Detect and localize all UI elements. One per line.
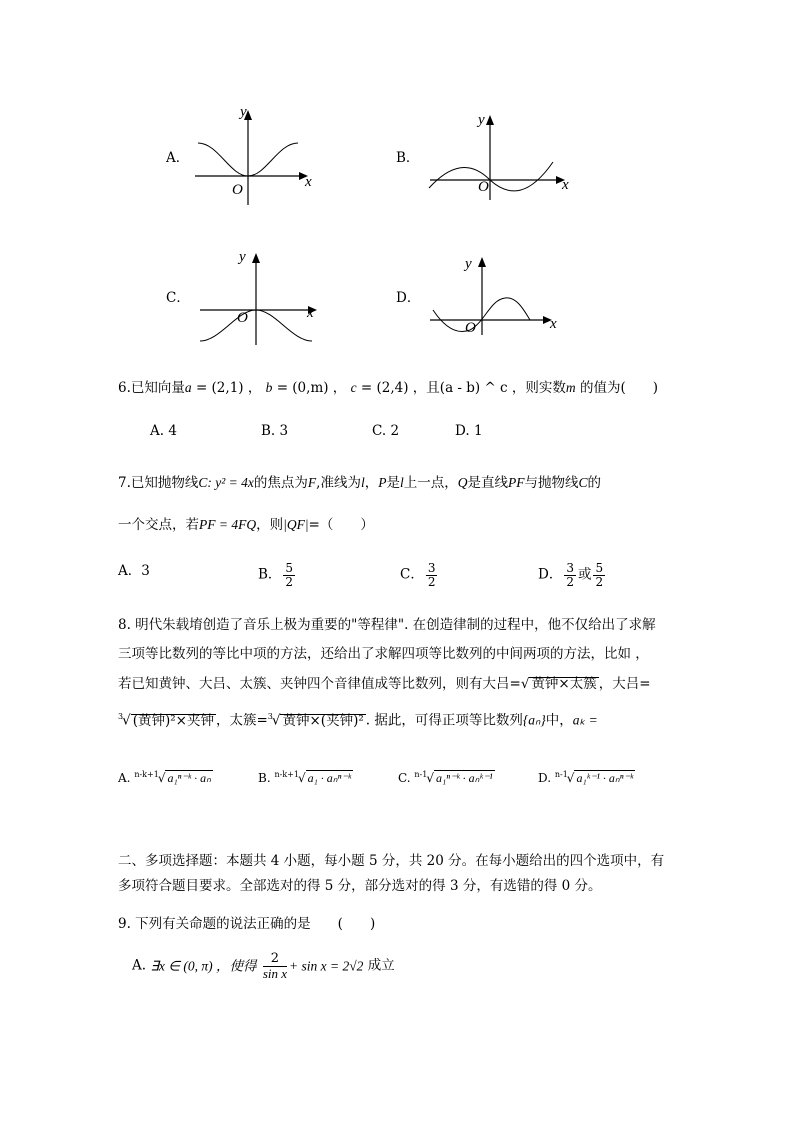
graph-c-x-label: x [307,305,314,321]
graph-d-x-label: x [550,316,557,332]
question-6-option-b[interactable]: B. 3 [261,423,289,439]
section-2-heading-line-2: 多项符合题目要求。全部选对的得 5 分，部分选对的得 3 分，有选错的得 0 分。 [118,878,602,894]
graph-c [195,245,325,350]
question-7-line-1: 7.已知抛物线C: y² = 4x的焦点为F,准线为l，P是l上一点，Q是直线PF与抛物线C的 [118,475,602,491]
question-8-line-4: $^3$√ (黄钟)²×夹钟 ，太簇=$^3$√ 黄钟×(夹钟)² . 据此，可得正项等比数列{aₙ}中，aₖ = [118,712,598,729]
question-9-option-a[interactable]: A. ∃x ∈ (0, π) ，使得 $\frac{2}{\text{sin x}}$ + sin x = 2√2 成立 [132,951,395,981]
question-8-line-1: 8. 明代朱载堉创造了音乐上极为重要的"等程律". 在创造律制的过程中，他不仅给出了求解 [118,617,656,633]
question-8-option-a[interactable]: A. $^{n-k+1}$√ a₁ⁿ⁻ᵏ · aₙ [118,770,211,785]
graph-b-y-label: y [478,112,485,128]
graph-a-y-label: y [240,104,247,120]
graph-c-y-label: y [239,249,246,265]
graph-b-x-label: x [562,177,569,193]
question-7-line-2: 一个交点，若PF = 4FQ，则|QF|=（ ） [118,517,374,533]
question-6-option-d[interactable]: D. 1 [455,423,483,439]
question-9-stem: 9. 下列有关命题的说法正确的是 ( ) [118,916,376,932]
question-6-option-c[interactable]: C. 2 [372,423,400,439]
question-7-option-a[interactable]: A．3 [118,563,150,579]
graph-d-y-label: y [465,256,472,272]
question-8-line-2: 三项等比数列的等比中项的方法，还给出了求解四项等比数列的中间两项的方法，比如 ， [118,646,649,662]
graph-a-x-label: x [305,174,312,190]
section-2-heading-line-1: 二、多项选择题：本题共 4 小题，每小题 5 分，共 20 分。在每小题给出的四个选项中，有 [118,853,665,869]
graph-d-label[interactable]: D． [396,290,421,306]
question-8-line-3: 若已知黄钟、大吕、太簇、夹钟四个音律值成等比数列，则有大吕=√ 黄钟×太簇 ，大吕= [118,676,651,692]
question-7-option-d[interactable]: D． $\frac{3}{2}$ 或 $\frac{5}{2}$ [538,561,604,589]
question-8-option-b[interactable]: B. $^{n-k+1}$√ a₁ · aₙⁿ⁻ᵏ [258,770,352,785]
graph-a-origin-label: O [232,182,243,198]
question-8-option-d[interactable]: D. $^{n-1}$√ a₁ᵏ⁻¹ · aₙⁿ⁻ᵏ [538,770,634,785]
question-6-stem: 6.已知向量a = (2,1) ， b = (0,m) ， c = (2,4) ，且(a - b) ^ c ，则实数m 的值为( ) [118,380,659,396]
question-6-option-a[interactable]: A. 4 [150,423,177,439]
graph-d-origin-label: O [465,320,476,336]
graph-d [425,250,565,340]
graph-a [190,105,320,205]
graph-b-label[interactable]: B． [396,150,420,166]
question-7-option-c[interactable]: C． $\frac{3}{2}$ [400,561,436,589]
graph-c-label[interactable]: C． [166,290,190,306]
graph-b [425,110,575,210]
graph-c-origin-label: O [237,310,248,326]
graph-a-label[interactable]: A． [166,150,190,166]
question-8-option-c[interactable]: C. $^{n-1}$√ a₁ⁿ⁻ᵏ · aₙᵏ⁻¹ [398,770,493,785]
question-7-option-b[interactable]: B． $\frac{5}{2}$ [258,561,294,589]
graph-b-origin-label: O [478,179,489,195]
